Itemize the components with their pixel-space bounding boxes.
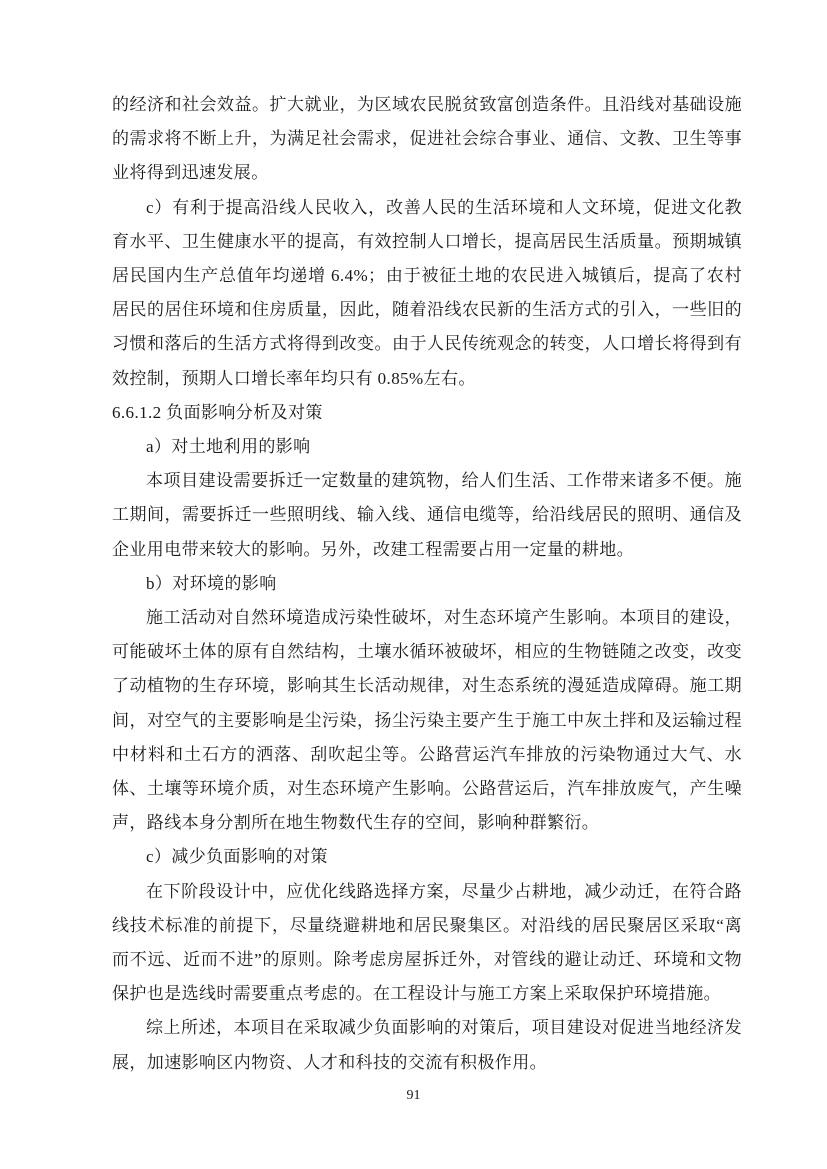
subsection-label: a）对土地利用的影响 [146,437,311,457]
paragraph: c）有利于提高沿线人民收入，改善人民的生活环境和人文环境，促进文化教育水平、卫生健康水平的提高，有效控制人口增长，提高居民生活质量。预期城镇居民国内生产总值年均递增 6.4%；由于被征土地的农民进入城镇后，提高了农村居民的居住环境和住房质量，因此，随着沿线农民新的生活方式的引入，一些旧的习惯和落后的生活方式将得到改变。由于人民传统观念的转变，人口增长将得到有效控制，预期人口增长率年均只有 0.85%左右。 [112,197,742,388]
paragraph: 的经济和社会效益。扩大就业，为区域农民脱贫致富创造条件。且沿线对基础设施的需求将不断上升，为满足社会需求，促进社会综合事业、通信、文教、卫生等事业将得到迅速发展。 [112,95,742,183]
paragraph: 本项目建设需要拆迁一定数量的建筑物，给人们生活、工作带来诸多不便。施工期间，需要拆迁一些照明线、输入线、通信电缆等，给沿线居民的照明、通信及企业用电带来较大的影响。另外，改建工程需要占用一定量的耕地。 [112,471,742,559]
paragraph: 在下阶段设计中，应优化线路选择方案，尽量少占耕地，减少动迁，在符合路线技术标准的前提下，尽量绕避耕地和居民聚集区。对沿线的居民聚居区采取“离而不远、近而不进”的原则。除考虑房屋拆迁外，对管线的避让动迁、环境和文物保护也是选线时需要重点考虑的。在工程设计与施工方案上采取保护环境措施。 [112,881,742,1004]
paragraph: 综上所述，本项目在采取减少负面影响的对策后，项目建设对促进当地经济发展，加速影响区内物资、人才和科技的交流有积极作用。 [112,1018,742,1072]
document-body [112,88,742,1080]
subsection-label: c）减少负面影响的对策 [146,847,328,867]
paragraph: 施工活动对自然环境造成污染性破坏，对生态环境产生影响。本项目的建设，可能破坏土体的原有自然结构，土壤水循环被破坏，相应的生物链随之改变，改变了动植物的生存环境，影响其生长活动规律，对生态系统的漫延造成障碍。施工期间，对空气的主要影响是尘污染，扬尘污染主要产生于施工中灰土拌和及运输过程中材料和土石方的洒落、刮吹起尘等。公路营运汽车排放的污染物通过大气、水体、土壤等环境介质，对生态环境产生影响。公路营运后，汽车排放废气，产生噪声，路线本身分割所在地生物数代生存的空间，影响种群繁衍。 [112,608,742,833]
page-number: 91 [406,1088,421,1103]
section-heading: 6.6.1.2 负面影响分析及对策 [112,402,323,422]
subsection-label: b）对环境的影响 [146,573,277,593]
